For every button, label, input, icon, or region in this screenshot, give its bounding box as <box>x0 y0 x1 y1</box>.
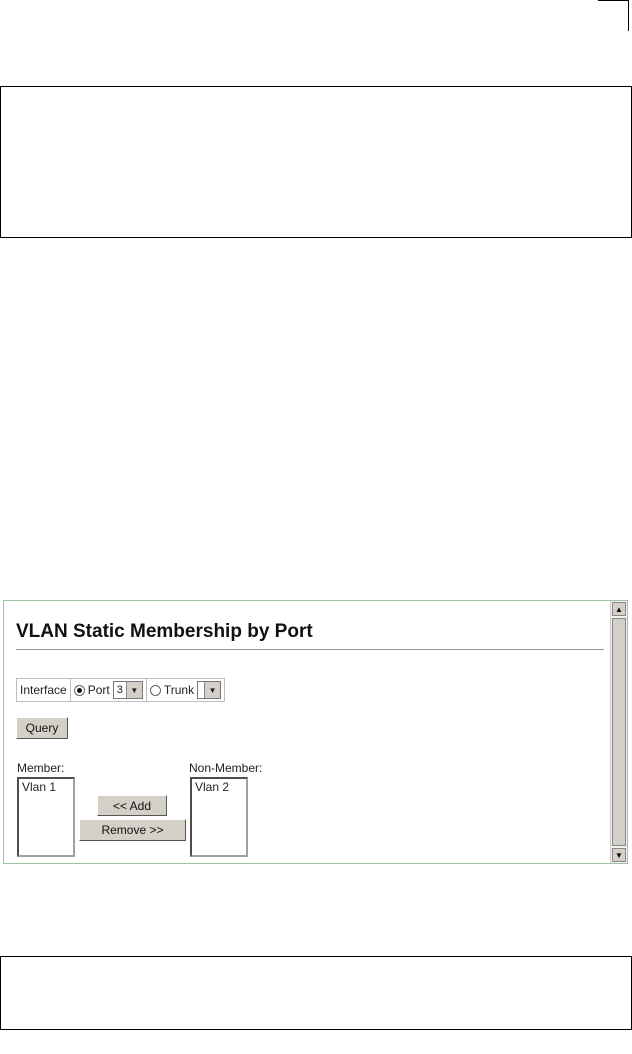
port-select[interactable] <box>113 681 143 699</box>
interface-label: Interface <box>17 679 71 701</box>
interface-selector <box>16 678 225 702</box>
add-button[interactable]: << Add <box>97 795 167 816</box>
blank-box-top <box>0 86 632 238</box>
member-list-item[interactable]: Vlan 1 <box>22 780 57 794</box>
port-select-value: 3 <box>116 684 123 696</box>
arrow-down-icon[interactable]: ▼ <box>612 848 626 862</box>
member-list[interactable] <box>17 777 75 857</box>
blank-box-bottom <box>0 956 632 1030</box>
member-label: Member: <box>17 761 65 775</box>
trunk-radio[interactable] <box>150 685 161 696</box>
port-option[interactable] <box>71 679 147 701</box>
trunk-label: Trunk <box>163 683 195 697</box>
remove-button[interactable]: Remove >> <box>79 819 186 841</box>
browser-frame <box>3 600 628 864</box>
page-title: VLAN Static Membership by Port <box>16 621 313 642</box>
chevron-down-icon[interactable]: ▼ <box>204 682 220 698</box>
arrow-up-icon[interactable]: ▲ <box>612 602 626 616</box>
port-label: Port <box>87 683 110 697</box>
title-divider <box>16 649 604 650</box>
scrollbar-thumb[interactable] <box>612 618 626 846</box>
trunk-select[interactable] <box>197 681 221 699</box>
trunk-option[interactable] <box>147 679 224 701</box>
vertical-scrollbar[interactable] <box>610 601 627 863</box>
page-corner-mark <box>598 0 629 31</box>
non-member-list[interactable] <box>190 777 248 857</box>
non-member-list-item[interactable]: Vlan 2 <box>195 780 230 794</box>
port-radio[interactable] <box>74 685 85 696</box>
query-button[interactable]: Query <box>16 717 68 739</box>
chevron-down-icon[interactable]: ▼ <box>126 682 142 698</box>
non-member-label: Non-Member: <box>189 761 263 775</box>
